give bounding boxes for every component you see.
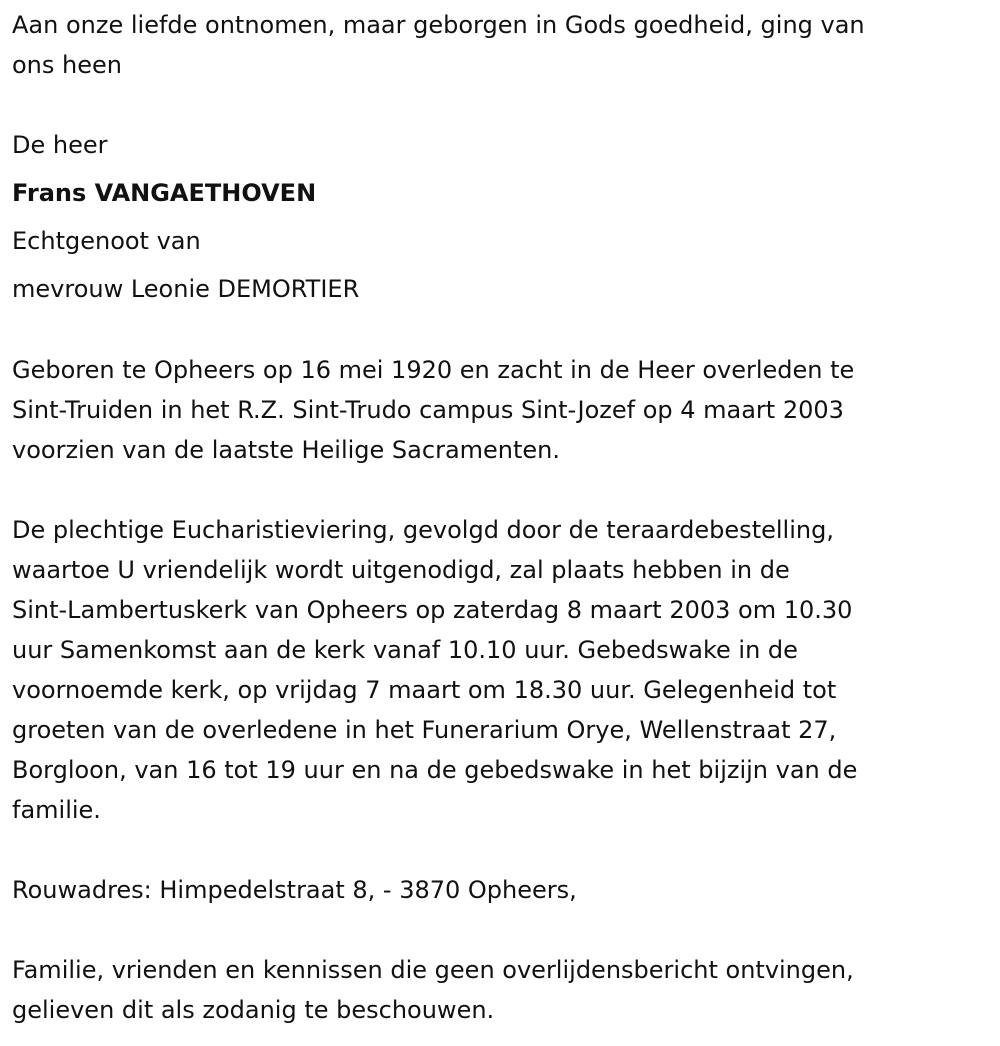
text-line: Sint-Truiden in het R.Z. Sint-Trudo campus Sint-Jozef op 4 maart 2003 [12, 396, 844, 424]
text-line: waartoe U vriendelijk wordt uitgenodigd, zal plaats hebben in de [12, 556, 790, 584]
text-line: voornoemde kerk, op vrijdag 7 maart om 18.30 uur. Gelegenheid tot [12, 676, 837, 704]
birth-death-paragraph [12, 350, 854, 470]
honorific: De heer [12, 131, 108, 159]
text-line: De plechtige Eucharistieviering, gevolgd door de teraardebestelling, [12, 516, 834, 544]
text-line: uur Samenkomst aan de kerk vanaf 10.10 uur. Gebedswake in de [12, 636, 798, 664]
intro-line: Aan onze liefde ontnomen, maar geborgen in Gods goedheid, ging van [12, 11, 865, 39]
mourning-address: Rouwadres: Himpedelstraat 8, - 3870 Opheers, [12, 876, 577, 904]
intro-line: ons heen [12, 51, 122, 79]
text-line: Borgloon, van 16 tot 19 uur en na de gebedswake in het bijzijn van de [12, 756, 858, 784]
closing-paragraph [12, 950, 854, 1030]
text-line: Geboren te Opheers op 16 mei 1920 en zacht in de Heer overleden te [12, 356, 855, 384]
deceased-name: Frans VANGAETHOVEN [12, 179, 317, 207]
text-line: voorzien van de laatste Heilige Sacramenten. [12, 436, 561, 464]
text-line: groeten van de overledene in het Funerarium Orye, Wellenstraat 27, [12, 716, 837, 744]
text-line: gelieven dit als zodanig te beschouwen. [12, 996, 495, 1024]
spouse-name: mevrouw Leonie DEMORTIER [12, 275, 360, 303]
text-line: Sint-Lambertuskerk van Opheers op zaterdag 8 maart 2003 om 10.30 [12, 596, 853, 624]
deceased-block [12, 121, 359, 313]
ceremony-paragraph [12, 510, 857, 830]
text-line: familie. [12, 796, 101, 824]
text-line: Familie, vrienden en kennissen die geen overlijdensbericht ontvingen, [12, 956, 854, 984]
address-paragraph [12, 870, 577, 910]
intro-paragraph [12, 5, 865, 85]
relation-label: Echtgenoot van [12, 227, 201, 255]
